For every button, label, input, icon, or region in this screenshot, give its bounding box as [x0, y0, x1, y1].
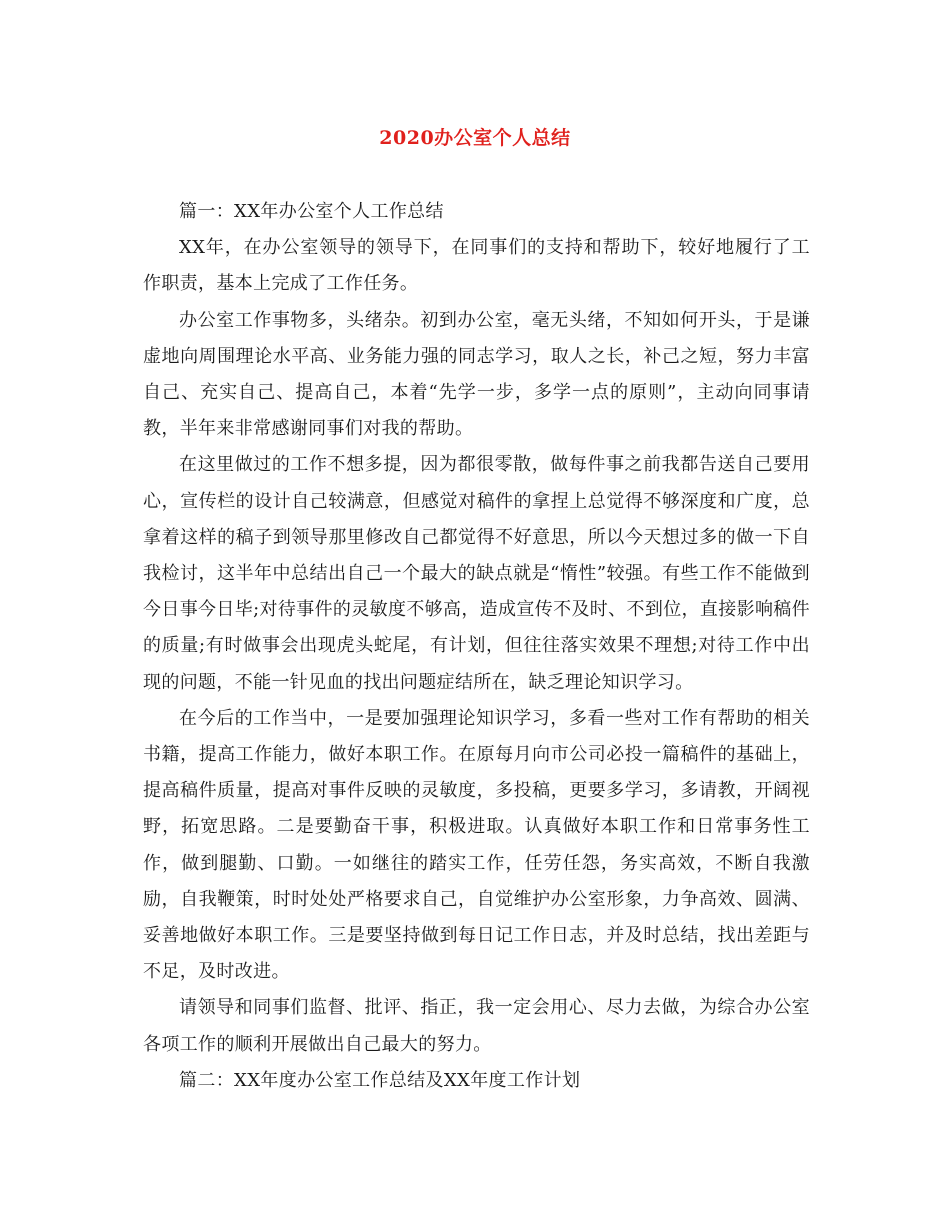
paragraph-self-review: 在这里做过的工作不想多提，因为都很零散，做每件事之前我都告送自己要用心，宣传栏的设计自己较满意，但感觉对稿件的拿捏上总觉得不够深度和广度，总拿着这样的稿子到领导那里修改自己都觉得不好意思，所以今天想过多的做一下自我检讨，这半年中总结出自己一个最大的缺点就是“惰性”较强。有些工作不能做到今日事今日毕;对待事件的灵敏度不够高，造成宣传不及时、不到位，直接影响稿件的质量;有时做事会出现虎头蛇尾，有计划，但往往落实效果不理想;对待工作中出现的问题，不能一针见血的找出问题症结所在，缺乏理论知识学习。	[143, 454, 811, 693]
paragraph-intro: XX年，在办公室领导的领导下，在同事们的支持和帮助下，较好地履行了工作职责，基本上完成了工作任务。	[143, 237, 810, 295]
paragraph-closing: 请领导和同事们监督、批评、指正，我一定会用心、尽力去做，为综合办公室各项工作的顺利开展做出自己最大的努力。	[143, 997, 810, 1055]
document-title: 2020办公室个人总结	[379, 127, 571, 149]
document-body	[143, 194, 810, 1099]
paragraph-future-plan: 在今后的工作当中，一是要加强理论知识学习，多看一些对工作有帮助的相关书籍，提高工作能力，做好本职工作。在原每月向市公司必投一篇稿件的基础上，提高稿件质量，提高对事件反映的灵敏度，多投稿，更要多学习，多请教，开阔视野，拓宽思路。二是要勤奋干事，积极进取。认真做好本职工作和日常事务性工作，做到腿勤、口勤。一如继往的踏实工作，任劳任怨，务实高效，不断自我激励，自我鞭策，时时处处严格要求自己，自觉维护办公室形象，力争高效、圆满、妥善地做好本职工作。三是要坚持做到每日记工作日志，并及时总结，找出差距与不足，及时改进。	[143, 707, 810, 983]
paragraph-learning: 办公室工作事物多，头绪杂。初到办公室，毫无头绪，不知如何开头，于是谦虚地向周围理论水平高、业务能力强的同志学习，取人之长，补己之短，努力丰富自己、充实自己、提高自己，本着“先学一步，多学一点的原则”，主动向同事请教，半年来非常感谢同事们对我的帮助。	[143, 309, 810, 440]
section-heading-2: 篇二：XX年度办公室工作总结及XX年度工作计划	[179, 1069, 581, 1091]
section-heading-1: 篇一：XX年办公室个人工作总结	[179, 201, 444, 222]
